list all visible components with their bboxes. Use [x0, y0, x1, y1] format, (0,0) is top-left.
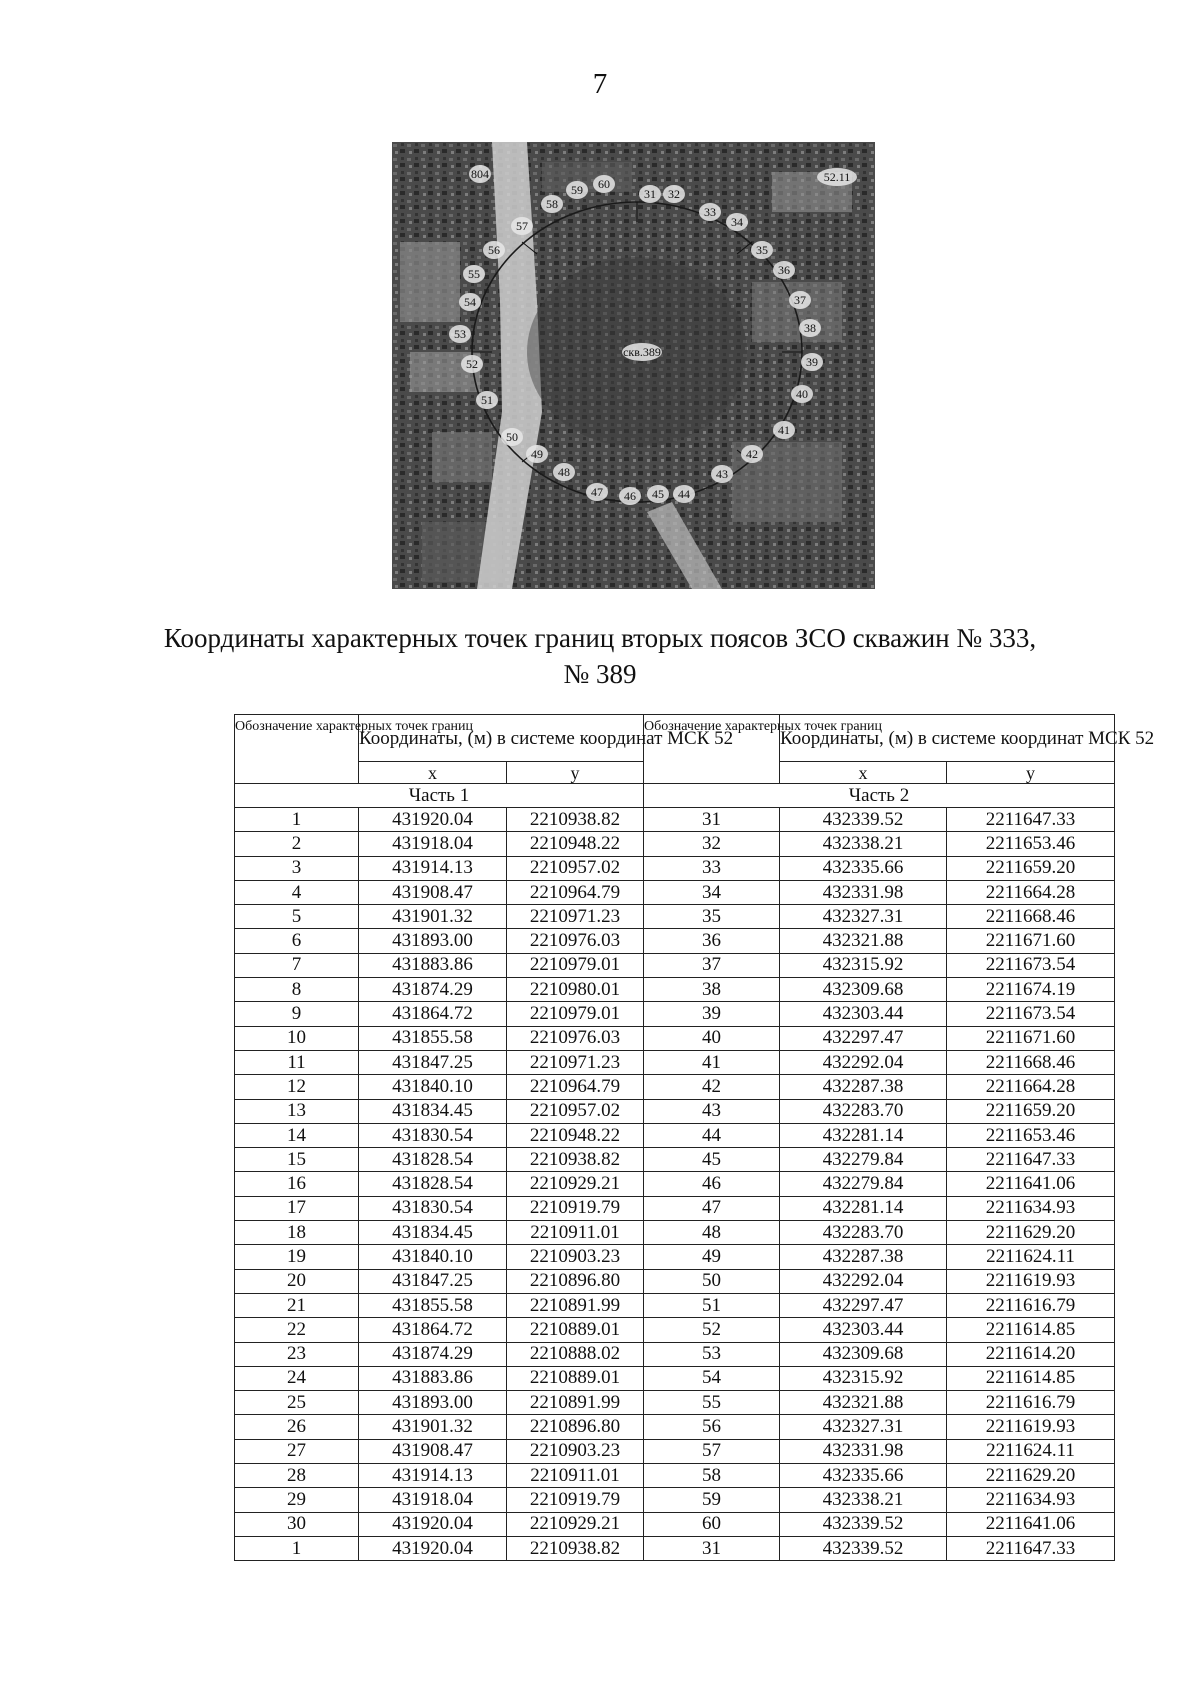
coord-y-cell: 2210938.82 [507, 1536, 644, 1560]
point-id-cell: 6 [235, 929, 359, 953]
point-id-cell: 1 [235, 808, 359, 832]
coord-header-2: Координаты, (м) в системе координат МСК 52 [780, 715, 1115, 762]
coord-x-cell: 432279.84 [780, 1148, 947, 1172]
point-id-cell: 2 [235, 832, 359, 856]
map-point-label: 39 [806, 355, 818, 369]
table-row [235, 929, 1115, 953]
coord-x-cell: 431920.04 [359, 1536, 507, 1560]
point-id-cell: 31 [644, 808, 780, 832]
coord-y-cell: 2210891.99 [507, 1293, 644, 1317]
part-1-label: Часть 1 [235, 784, 644, 808]
coord-y-cell: 2211647.33 [947, 808, 1115, 832]
coord-y-cell: 2211616.79 [947, 1293, 1115, 1317]
coord-y-cell: 2211641.06 [947, 1512, 1115, 1536]
coord-y-cell: 2210957.02 [507, 1099, 644, 1123]
coord-y-cell: 2211674.19 [947, 978, 1115, 1002]
coord-y-cell: 2210903.23 [507, 1439, 644, 1463]
point-id-cell: 49 [644, 1245, 780, 1269]
point-id-cell: 55 [644, 1391, 780, 1415]
point-id-cell: 31 [644, 1536, 780, 1560]
point-id-cell: 51 [644, 1293, 780, 1317]
coord-y-cell: 2211634.93 [947, 1196, 1115, 1220]
coord-y-cell: 2210971.23 [507, 1050, 644, 1074]
coord-y-cell: 2211668.46 [947, 1050, 1115, 1074]
coord-x-cell: 432292.04 [780, 1050, 947, 1074]
coord-x-cell: 432279.84 [780, 1172, 947, 1196]
coord-y-cell: 2211659.20 [947, 1099, 1115, 1123]
coord-y-cell: 2211647.33 [947, 1148, 1115, 1172]
point-id-cell: 17 [235, 1196, 359, 1220]
table-heading [0, 620, 1200, 692]
coord-x-cell: 432303.44 [780, 1002, 947, 1026]
point-id-cell: 40 [644, 1026, 780, 1050]
part-2-label: Часть 2 [644, 784, 1115, 808]
coord-x-cell: 432283.70 [780, 1221, 947, 1245]
coord-x-cell: 432287.38 [780, 1245, 947, 1269]
coord-x-cell: 432297.47 [780, 1293, 947, 1317]
point-id-cell: 11 [235, 1050, 359, 1074]
map-point-label: 38 [804, 321, 816, 335]
map-point-label: 50 [506, 430, 518, 444]
table-row [235, 1342, 1115, 1366]
map-point-label: 47 [591, 485, 603, 499]
coord-y-cell: 2211634.93 [947, 1488, 1115, 1512]
map-point-label: 59 [571, 183, 583, 197]
x-header-1: x [359, 762, 507, 784]
coord-x-cell: 432287.38 [780, 1075, 947, 1099]
table-row [235, 1512, 1115, 1536]
coord-y-cell: 2210929.21 [507, 1172, 644, 1196]
map-point-label: 45 [652, 487, 664, 501]
table-row [235, 1026, 1115, 1050]
coord-x-cell: 432281.14 [780, 1123, 947, 1147]
coord-x-cell: 432297.47 [780, 1026, 947, 1050]
point-id-cell: 44 [644, 1123, 780, 1147]
coord-x-cell: 432335.66 [780, 856, 947, 880]
table-row [235, 1172, 1115, 1196]
coord-y-cell: 2211629.20 [947, 1464, 1115, 1488]
point-id-cell: 29 [235, 1488, 359, 1512]
coord-y-cell: 2210979.01 [507, 1002, 644, 1026]
table-row [235, 1415, 1115, 1439]
table-row [235, 953, 1115, 977]
coord-y-cell: 2211619.93 [947, 1415, 1115, 1439]
map-point-label: 52 [466, 357, 478, 371]
table-row [235, 1002, 1115, 1026]
coord-y-cell: 2210911.01 [507, 1221, 644, 1245]
coord-x-cell: 432335.66 [780, 1464, 947, 1488]
coord-y-cell: 2211614.20 [947, 1342, 1115, 1366]
coord-y-cell: 2211659.20 [947, 856, 1115, 880]
map-point-label: 40 [796, 387, 808, 401]
point-id-cell: 23 [235, 1342, 359, 1366]
coord-y-cell: 2210903.23 [507, 1245, 644, 1269]
point-label-header-2: Обозначение характерных точек границ [644, 715, 780, 784]
y-header-2: y [947, 762, 1115, 784]
coord-x-cell: 432281.14 [780, 1196, 947, 1220]
point-id-cell: 14 [235, 1123, 359, 1147]
coord-y-cell: 2210938.82 [507, 1148, 644, 1172]
coord-y-cell: 2210948.22 [507, 832, 644, 856]
coord-x-cell: 432309.68 [780, 1342, 947, 1366]
coord-y-cell: 2210896.80 [507, 1415, 644, 1439]
coord-x-cell: 431847.25 [359, 1269, 507, 1293]
coord-y-cell: 2210964.79 [507, 1075, 644, 1099]
coord-y-cell: 2211671.60 [947, 1026, 1115, 1050]
point-id-cell: 8 [235, 978, 359, 1002]
aerial-photo [392, 142, 875, 589]
coord-x-cell: 432327.31 [780, 905, 947, 929]
coord-y-cell: 2210976.03 [507, 1026, 644, 1050]
coord-x-cell: 431834.45 [359, 1099, 507, 1123]
coord-y-cell: 2210971.23 [507, 905, 644, 929]
map-point-label: 43 [716, 467, 728, 481]
coord-y-cell: 2211616.79 [947, 1391, 1115, 1415]
point-id-cell: 1 [235, 1536, 359, 1560]
coord-x-cell: 431855.58 [359, 1293, 507, 1317]
point-id-cell: 54 [644, 1366, 780, 1390]
coord-y-cell: 2211673.54 [947, 1002, 1115, 1026]
coord-y-cell: 2211614.85 [947, 1318, 1115, 1342]
coord-x-cell: 431864.72 [359, 1318, 507, 1342]
coord-y-cell: 2211647.33 [947, 1536, 1115, 1560]
coord-y-cell: 2211624.11 [947, 1245, 1115, 1269]
point-id-cell: 56 [644, 1415, 780, 1439]
point-id-cell: 33 [644, 856, 780, 880]
coord-x-cell: 431883.86 [359, 1366, 507, 1390]
map-point-label: 36 [778, 263, 790, 277]
point-id-cell: 39 [644, 1002, 780, 1026]
point-label-header-1: Обозначение характерных точек границ [235, 715, 359, 784]
point-id-cell: 30 [235, 1512, 359, 1536]
map-point-label: 34 [731, 215, 743, 229]
point-id-cell: 3 [235, 856, 359, 880]
coord-x-cell: 432315.92 [780, 1366, 947, 1390]
table-row [235, 832, 1115, 856]
table-row [235, 1245, 1115, 1269]
point-id-cell: 52 [644, 1318, 780, 1342]
coord-x-cell: 431830.54 [359, 1123, 507, 1147]
coord-x-cell: 431855.58 [359, 1026, 507, 1050]
point-id-cell: 15 [235, 1148, 359, 1172]
point-id-cell: 32 [644, 832, 780, 856]
coord-x-cell: 431908.47 [359, 1439, 507, 1463]
coord-y-cell: 2210919.79 [507, 1196, 644, 1220]
point-id-cell: 45 [644, 1148, 780, 1172]
point-id-cell: 20 [235, 1269, 359, 1293]
coord-y-cell: 2211664.28 [947, 1075, 1115, 1099]
coord-x-cell: 432339.52 [780, 1512, 947, 1536]
coordinates-table [234, 714, 1155, 1561]
map-point-label: 32 [668, 187, 680, 201]
coord-x-cell: 431914.13 [359, 856, 507, 880]
map-point-label: 35 [756, 243, 768, 257]
table-row [235, 1293, 1115, 1317]
coord-y-cell: 2210929.21 [507, 1512, 644, 1536]
coord-x-cell: 431864.72 [359, 1002, 507, 1026]
point-id-cell: 25 [235, 1391, 359, 1415]
heading-line-2: № 389 [563, 659, 637, 689]
y-header-1: y [507, 762, 644, 784]
map-point-label: 57 [516, 219, 528, 233]
coord-y-cell: 2210889.01 [507, 1318, 644, 1342]
coord-y-cell: 2210911.01 [507, 1464, 644, 1488]
coord-x-cell: 431840.10 [359, 1075, 507, 1099]
coord-x-cell: 431920.04 [359, 1512, 507, 1536]
coord-x-cell: 431908.47 [359, 880, 507, 904]
coord-y-cell: 2211673.54 [947, 953, 1115, 977]
point-id-cell: 27 [235, 1439, 359, 1463]
heading-line-1: Координаты характерных точек границ вторых поясов ЗСО скважин № 333, [163, 623, 1037, 653]
map-point-label: 41 [778, 423, 790, 437]
coord-y-cell: 2211671.60 [947, 929, 1115, 953]
aerial-photo-map [392, 142, 875, 589]
map-point-label: 37 [794, 293, 806, 307]
coord-x-cell: 432321.88 [780, 1391, 947, 1415]
table-row [235, 1391, 1115, 1415]
coord-y-cell: 2210957.02 [507, 856, 644, 880]
table-row [235, 1099, 1115, 1123]
point-id-cell: 12 [235, 1075, 359, 1099]
coord-y-cell: 2210948.22 [507, 1123, 644, 1147]
table-row [235, 808, 1115, 832]
coord-y-cell: 2210976.03 [507, 929, 644, 953]
coord-x-cell: 432292.04 [780, 1269, 947, 1293]
coord-y-cell: 2211664.28 [947, 880, 1115, 904]
point-id-cell: 36 [644, 929, 780, 953]
point-id-cell: 46 [644, 1172, 780, 1196]
table-row [235, 1536, 1115, 1560]
coord-x-cell: 432331.98 [780, 880, 947, 904]
coord-x-cell: 431830.54 [359, 1196, 507, 1220]
map-point-label: 51 [481, 393, 493, 407]
point-id-cell: 58 [644, 1464, 780, 1488]
table-row [235, 1464, 1115, 1488]
map-point-label: 804 [471, 167, 489, 181]
coord-y-cell: 2210964.79 [507, 880, 644, 904]
point-id-cell: 48 [644, 1221, 780, 1245]
map-point-label: 46 [624, 489, 636, 503]
coord-x-cell: 431828.54 [359, 1148, 507, 1172]
point-id-cell: 60 [644, 1512, 780, 1536]
map-point-label: 52.11 [823, 170, 851, 184]
point-id-cell: 19 [235, 1245, 359, 1269]
point-id-cell: 41 [644, 1050, 780, 1074]
table-row [235, 880, 1115, 904]
coord-header-1: Координаты, (м) в системе координат МСК 52 [359, 715, 644, 762]
table-row [235, 1196, 1115, 1220]
point-id-cell: 22 [235, 1318, 359, 1342]
coord-y-cell: 2210888.02 [507, 1342, 644, 1366]
coord-x-cell: 432338.21 [780, 832, 947, 856]
x-header-2: x [780, 762, 947, 784]
point-id-cell: 13 [235, 1099, 359, 1123]
table-row [235, 1269, 1115, 1293]
map-point-label: 44 [678, 487, 690, 501]
point-id-cell: 50 [644, 1269, 780, 1293]
point-id-cell: 57 [644, 1439, 780, 1463]
coord-x-cell: 431874.29 [359, 978, 507, 1002]
coord-y-cell: 2211619.93 [947, 1269, 1115, 1293]
table-row [235, 1488, 1115, 1512]
coord-x-cell: 432338.21 [780, 1488, 947, 1512]
table-row [235, 905, 1115, 929]
point-id-cell: 4 [235, 880, 359, 904]
coord-y-cell: 2211668.46 [947, 905, 1115, 929]
coord-y-cell: 2211653.46 [947, 1123, 1115, 1147]
coord-y-cell: 2210980.01 [507, 978, 644, 1002]
point-id-cell: 24 [235, 1366, 359, 1390]
coord-x-cell: 432339.52 [780, 808, 947, 832]
table-row [235, 1439, 1115, 1463]
page-number: 7 [592, 68, 608, 100]
map-point-label: 53 [454, 327, 466, 341]
coord-x-cell: 431914.13 [359, 1464, 507, 1488]
table-row [235, 1366, 1115, 1390]
map-point-label: 56 [488, 243, 500, 257]
point-id-cell: 47 [644, 1196, 780, 1220]
coord-y-cell: 2210889.01 [507, 1366, 644, 1390]
coord-x-cell: 431920.04 [359, 808, 507, 832]
coord-x-cell: 431893.00 [359, 1391, 507, 1415]
map-point-label: 33 [704, 205, 716, 219]
coord-y-cell: 2210938.82 [507, 808, 644, 832]
table-row [235, 1148, 1115, 1172]
table-row [235, 1221, 1115, 1245]
coord-x-cell: 431828.54 [359, 1172, 507, 1196]
table-body [235, 784, 1115, 1561]
coord-x-cell: 431840.10 [359, 1245, 507, 1269]
coord-x-cell: 432339.52 [780, 1536, 947, 1560]
coord-x-cell: 432331.98 [780, 1439, 947, 1463]
coord-y-cell: 2211624.11 [947, 1439, 1115, 1463]
coord-y-cell: 2211629.20 [947, 1221, 1115, 1245]
coord-x-cell: 431901.32 [359, 1415, 507, 1439]
coord-x-cell: 432315.92 [780, 953, 947, 977]
point-id-cell: 53 [644, 1342, 780, 1366]
point-id-cell: 9 [235, 1002, 359, 1026]
point-id-cell: 10 [235, 1026, 359, 1050]
coord-y-cell: 2211641.06 [947, 1172, 1115, 1196]
point-id-cell: 5 [235, 905, 359, 929]
point-id-cell: 7 [235, 953, 359, 977]
coord-x-cell: 432309.68 [780, 978, 947, 1002]
point-id-cell: 59 [644, 1488, 780, 1512]
point-id-cell: 21 [235, 1293, 359, 1317]
coord-y-cell: 2211653.46 [947, 832, 1115, 856]
point-id-cell: 38 [644, 978, 780, 1002]
map-point-label: скв.389 [623, 345, 661, 359]
point-id-cell: 26 [235, 1415, 359, 1439]
map-point-label: 54 [464, 295, 476, 309]
coord-x-cell: 432327.31 [780, 1415, 947, 1439]
table-row [235, 1075, 1115, 1099]
coord-y-cell: 2210919.79 [507, 1488, 644, 1512]
table-row [235, 978, 1115, 1002]
coord-y-cell: 2210979.01 [507, 953, 644, 977]
coord-y-cell: 2210891.99 [507, 1391, 644, 1415]
coord-x-cell: 431918.04 [359, 832, 507, 856]
coord-x-cell: 431883.86 [359, 953, 507, 977]
table-row [235, 1050, 1115, 1074]
coord-x-cell: 431834.45 [359, 1221, 507, 1245]
table-row [235, 856, 1115, 880]
map-point-label: 58 [546, 197, 558, 211]
point-id-cell: 28 [235, 1464, 359, 1488]
table-row [235, 1318, 1115, 1342]
point-id-cell: 42 [644, 1075, 780, 1099]
map-point-label: 55 [468, 267, 480, 281]
coord-x-cell: 431918.04 [359, 1488, 507, 1512]
coord-y-cell: 2210896.80 [507, 1269, 644, 1293]
point-id-cell: 16 [235, 1172, 359, 1196]
point-id-cell: 18 [235, 1221, 359, 1245]
map-point-label: 60 [598, 177, 610, 191]
coord-y-cell: 2211614.85 [947, 1366, 1115, 1390]
coord-x-cell: 431874.29 [359, 1342, 507, 1366]
point-id-cell: 37 [644, 953, 780, 977]
map-point-label: 42 [746, 447, 758, 461]
coord-x-cell: 432321.88 [780, 929, 947, 953]
table-row [235, 1123, 1115, 1147]
map-point-label: 49 [531, 447, 543, 461]
point-id-cell: 35 [644, 905, 780, 929]
point-id-cell: 43 [644, 1099, 780, 1123]
coord-x-cell: 431901.32 [359, 905, 507, 929]
coord-x-cell: 431847.25 [359, 1050, 507, 1074]
map-point-label: 31 [644, 187, 656, 201]
coord-x-cell: 431893.00 [359, 929, 507, 953]
coord-x-cell: 432303.44 [780, 1318, 947, 1342]
coord-x-cell: 432283.70 [780, 1099, 947, 1123]
map-point-label: 48 [558, 465, 570, 479]
point-id-cell: 34 [644, 880, 780, 904]
